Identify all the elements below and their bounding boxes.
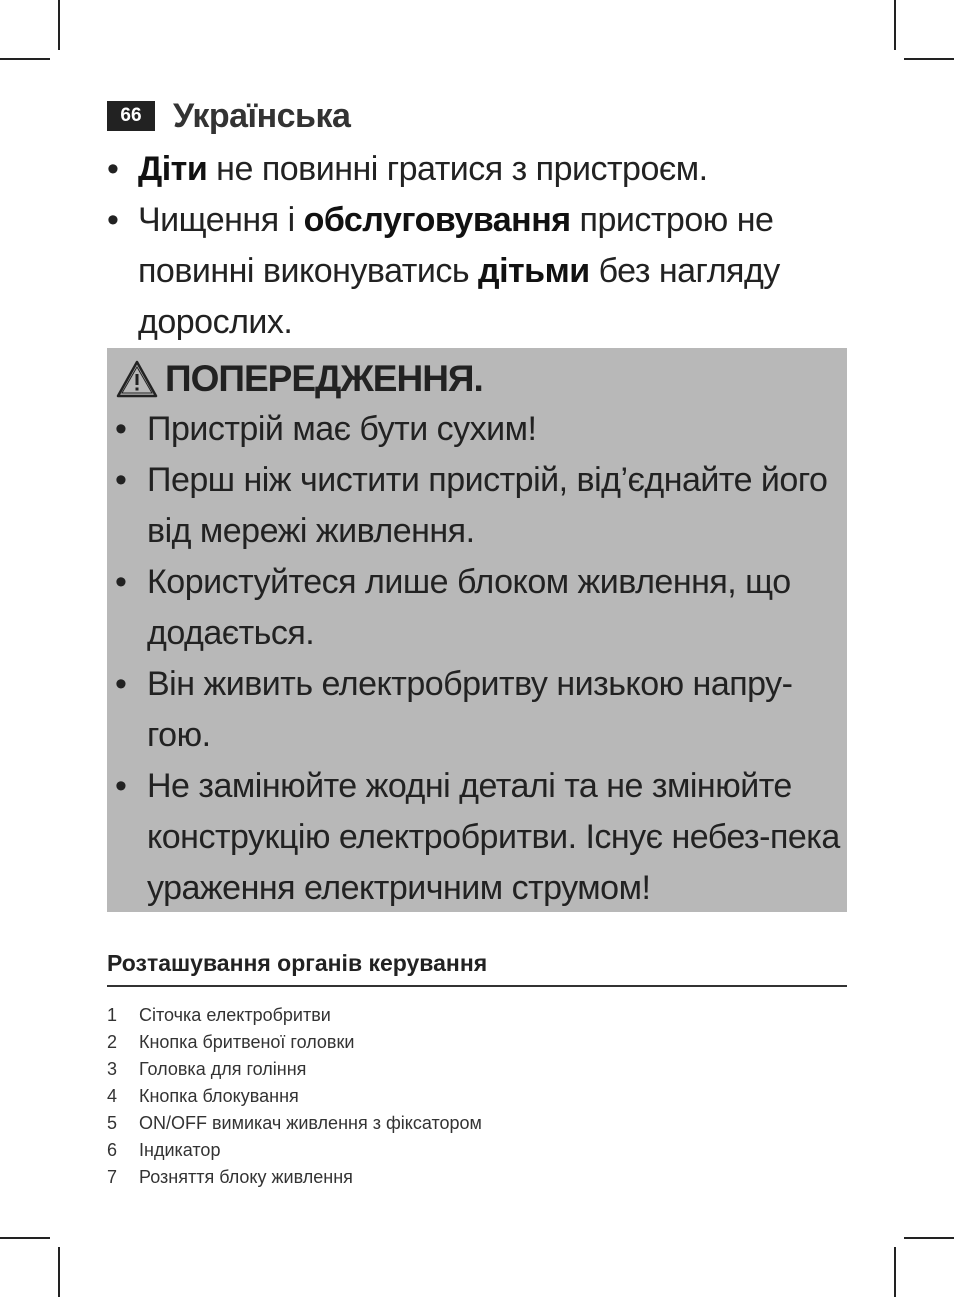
crop-mark: [904, 58, 954, 60]
item-label: Індикатор: [139, 1140, 221, 1160]
warning-item: • Пристрій має бути сухим!: [115, 404, 847, 455]
item-number: 4: [107, 1086, 118, 1106]
item-label: ON/OFF вимикач живлення з фіксатором: [139, 1113, 482, 1133]
item-label: Розняття блоку живлення: [139, 1167, 353, 1187]
bold-term: обслуговування: [303, 201, 571, 239]
item-label: Кнопка блокування: [139, 1086, 299, 1106]
bullet-dot: •: [115, 410, 127, 448]
warning-box: [107, 348, 847, 912]
list-item: • Чищення і обслуговування пристрою не повинні виконуватись дітьми без нагляду дорослих.: [107, 195, 847, 348]
bullet-dot: •: [115, 461, 127, 499]
list-item: [107, 1029, 847, 1056]
intro-list: [107, 144, 847, 348]
item-label: Головка для гоління: [139, 1059, 307, 1079]
warning-item: • Не замінюйте жодні деталі та не змінюйте конструкцію електробритви. Існує небез-пека ураження електричним струмом!: [115, 761, 847, 914]
warning-header: [115, 354, 847, 404]
bold-term: дітьми: [478, 252, 590, 290]
list-item: • Діти не повинні гратися з пристроєм.: [107, 144, 847, 195]
crop-mark: [894, 1247, 896, 1297]
warning-item: • Перш ніж чистити пристрій, від’єднайте його від мережі живлення.: [115, 455, 847, 557]
crop-mark: [904, 1237, 954, 1239]
list-item: [107, 1056, 847, 1083]
controls-list: [107, 1002, 847, 1191]
crop-mark: [58, 0, 60, 50]
warning-item: • Користуйтеся лише блоком живлення, що додається.: [115, 557, 847, 659]
crop-mark: [58, 1247, 60, 1297]
controls-section-title: Розташування органів керування: [107, 950, 847, 987]
warning-triangle-icon: [115, 359, 159, 399]
warning-item: • Він живить електробритву низькою напру-гою.: [115, 659, 847, 761]
bullet-dot: •: [115, 767, 127, 805]
bullet-dot: •: [115, 563, 127, 601]
item-number: 7: [107, 1167, 118, 1187]
item-label: Сіточка електробритви: [139, 1005, 331, 1025]
page-header: [107, 96, 350, 136]
bold-term: Діти: [138, 150, 208, 188]
list-item: [107, 1110, 847, 1137]
list-item: [107, 1137, 847, 1164]
item-number: 3: [107, 1059, 118, 1079]
crop-mark: [894, 0, 896, 50]
bullet-dot: •: [107, 150, 119, 188]
page-number: 66: [107, 101, 155, 131]
item-number: 6: [107, 1140, 118, 1160]
item-label: Кнопка бритвеної головки: [139, 1032, 355, 1052]
crop-mark: [0, 58, 50, 60]
item-number: 1: [107, 1005, 118, 1025]
item-number: 2: [107, 1032, 118, 1052]
list-item: [107, 1002, 847, 1029]
list-item: [107, 1083, 847, 1110]
list-item: [107, 1164, 847, 1191]
language-heading: Українська: [173, 96, 351, 135]
bullet-dot: •: [115, 665, 127, 703]
bullet-dot: •: [107, 201, 119, 239]
warning-title: ПОПЕРЕДЖЕННЯ.: [165, 358, 483, 399]
crop-mark: [0, 1237, 50, 1239]
item-number: 5: [107, 1113, 118, 1133]
